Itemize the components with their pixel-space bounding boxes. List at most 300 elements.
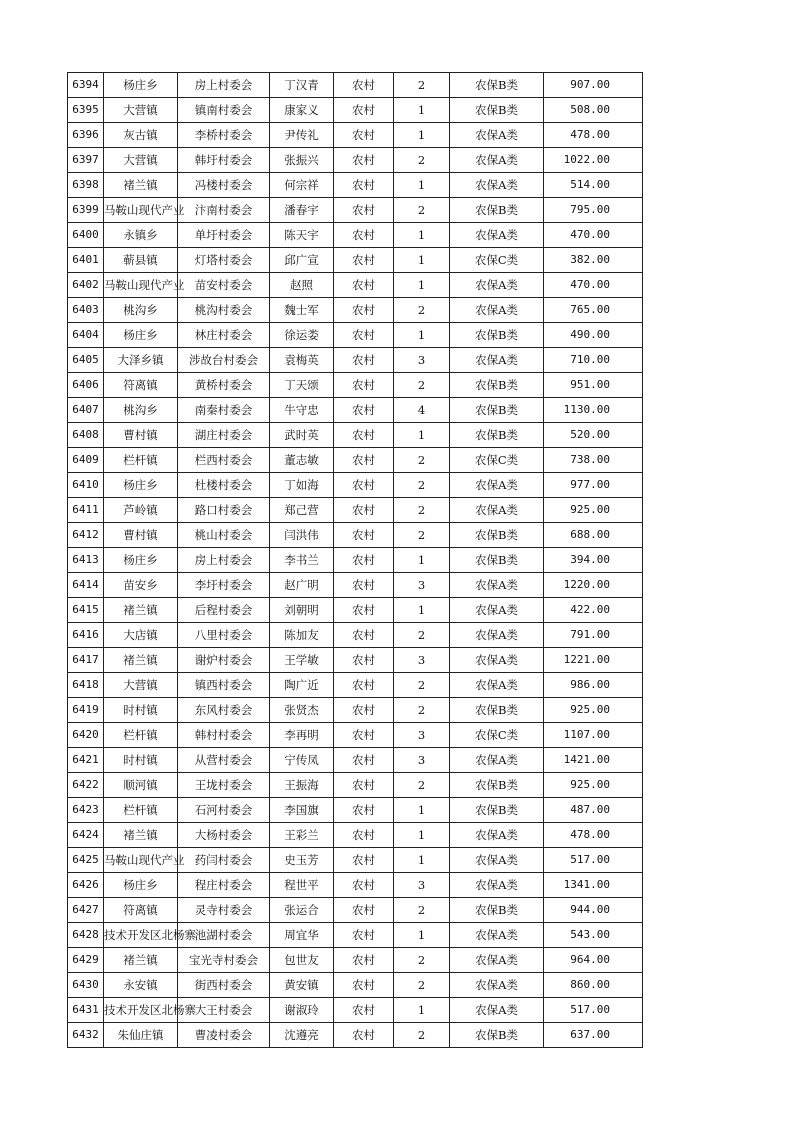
area-type-cell: 农村 xyxy=(334,998,394,1023)
household-count-cell: 3 xyxy=(394,873,450,898)
amount-cell: 951.00 xyxy=(544,373,643,398)
row-number-cell: 6410 xyxy=(68,473,104,498)
village-committee-cell: 黄桥村委会 xyxy=(178,373,270,398)
village-committee-cell: 李圩村委会 xyxy=(178,573,270,598)
amount-cell: 422.00 xyxy=(544,598,643,623)
household-count-cell: 1 xyxy=(394,923,450,948)
person-name-cell: 黄安镇 xyxy=(270,973,334,998)
amount-cell: 1341.00 xyxy=(544,873,643,898)
amount-cell: 520.00 xyxy=(544,423,643,448)
insurance-category-cell: 农保A类 xyxy=(450,498,544,523)
area-type-cell: 农村 xyxy=(334,973,394,998)
table-row xyxy=(68,473,643,498)
person-name-cell: 程世平 xyxy=(270,873,334,898)
records-table xyxy=(67,72,643,1048)
township-cell: 褚兰镇 xyxy=(104,823,178,848)
village-committee-cell: 程庄村委会 xyxy=(178,873,270,898)
table-row xyxy=(68,673,643,698)
table-row xyxy=(68,148,643,173)
insurance-category-cell: 农保A类 xyxy=(450,973,544,998)
village-committee-cell: 从营村委会 xyxy=(178,748,270,773)
insurance-category-cell: 农保A类 xyxy=(450,848,544,873)
row-number-cell: 6397 xyxy=(68,148,104,173)
village-committee-cell: 八里村委会 xyxy=(178,623,270,648)
township-cell: 蕲县镇 xyxy=(104,248,178,273)
village-committee-cell: 池湖村委会 xyxy=(178,923,270,948)
household-count-cell: 1 xyxy=(394,798,450,823)
insurance-category-cell: 农保A类 xyxy=(450,348,544,373)
table-row xyxy=(68,223,643,248)
table-row xyxy=(68,848,643,873)
row-number-cell: 6398 xyxy=(68,173,104,198)
township-cell: 褚兰镇 xyxy=(104,648,178,673)
row-number-cell: 6421 xyxy=(68,748,104,773)
village-committee-cell: 李桥村委会 xyxy=(178,123,270,148)
person-name-cell: 宁传凤 xyxy=(270,748,334,773)
village-committee-cell: 大杨村委会 xyxy=(178,823,270,848)
row-number-cell: 6409 xyxy=(68,448,104,473)
row-number-cell: 6428 xyxy=(68,923,104,948)
amount-cell: 517.00 xyxy=(544,848,643,873)
person-name-cell: 李国旗 xyxy=(270,798,334,823)
village-committee-cell: 韩圩村委会 xyxy=(178,148,270,173)
person-name-cell: 潘春宇 xyxy=(270,198,334,223)
person-name-cell: 张运合 xyxy=(270,898,334,923)
village-committee-cell: 镇南村委会 xyxy=(178,98,270,123)
person-name-cell: 武时英 xyxy=(270,423,334,448)
area-type-cell: 农村 xyxy=(334,223,394,248)
village-committee-cell: 灵寺村委会 xyxy=(178,898,270,923)
village-committee-cell: 路口村委会 xyxy=(178,498,270,523)
township-cell: 马鞍山现代产业 xyxy=(104,198,178,223)
township-cell: 曹村镇 xyxy=(104,523,178,548)
amount-cell: 394.00 xyxy=(544,548,643,573)
area-type-cell: 农村 xyxy=(334,148,394,173)
household-count-cell: 1 xyxy=(394,848,450,873)
township-cell: 大营镇 xyxy=(104,98,178,123)
table-row xyxy=(68,573,643,598)
table-row xyxy=(68,123,643,148)
area-type-cell: 农村 xyxy=(334,773,394,798)
insurance-category-cell: 农保A类 xyxy=(450,298,544,323)
area-type-cell: 农村 xyxy=(334,373,394,398)
table-row xyxy=(68,923,643,948)
amount-cell: 688.00 xyxy=(544,523,643,548)
household-count-cell: 1 xyxy=(394,423,450,448)
township-cell: 桃沟乡 xyxy=(104,298,178,323)
insurance-category-cell: 农保C类 xyxy=(450,723,544,748)
person-name-cell: 周宜华 xyxy=(270,923,334,948)
household-count-cell: 3 xyxy=(394,573,450,598)
row-number-cell: 6425 xyxy=(68,848,104,873)
amount-cell: 907.00 xyxy=(544,73,643,98)
insurance-category-cell: 农保A类 xyxy=(450,223,544,248)
household-count-cell: 2 xyxy=(394,698,450,723)
village-committee-cell: 栏西村委会 xyxy=(178,448,270,473)
row-number-cell: 6420 xyxy=(68,723,104,748)
area-type-cell: 农村 xyxy=(334,723,394,748)
area-type-cell: 农村 xyxy=(334,1023,394,1048)
table-row xyxy=(68,598,643,623)
person-name-cell: 张振兴 xyxy=(270,148,334,173)
insurance-category-cell: 农保A类 xyxy=(450,948,544,973)
insurance-category-cell: 农保A类 xyxy=(450,148,544,173)
row-number-cell: 6429 xyxy=(68,948,104,973)
township-cell: 时村镇 xyxy=(104,698,178,723)
amount-cell: 637.00 xyxy=(544,1023,643,1048)
row-number-cell: 6400 xyxy=(68,223,104,248)
township-cell: 桃沟乡 xyxy=(104,398,178,423)
household-count-cell: 1 xyxy=(394,548,450,573)
amount-cell: 738.00 xyxy=(544,448,643,473)
insurance-category-cell: 农保A类 xyxy=(450,998,544,1023)
township-cell: 符离镇 xyxy=(104,898,178,923)
village-committee-cell: 房上村委会 xyxy=(178,548,270,573)
amount-cell: 470.00 xyxy=(544,273,643,298)
area-type-cell: 农村 xyxy=(334,298,394,323)
household-count-cell: 1 xyxy=(394,248,450,273)
amount-cell: 1130.00 xyxy=(544,398,643,423)
person-name-cell: 牛守忠 xyxy=(270,398,334,423)
area-type-cell: 农村 xyxy=(334,423,394,448)
area-type-cell: 农村 xyxy=(334,748,394,773)
person-name-cell: 陈加友 xyxy=(270,623,334,648)
person-name-cell: 王振海 xyxy=(270,773,334,798)
person-name-cell: 尹传礼 xyxy=(270,123,334,148)
area-type-cell: 农村 xyxy=(334,348,394,373)
area-type-cell: 农村 xyxy=(334,623,394,648)
person-name-cell: 包世友 xyxy=(270,948,334,973)
table-row xyxy=(68,948,643,973)
row-number-cell: 6431 xyxy=(68,998,104,1023)
household-count-cell: 2 xyxy=(394,498,450,523)
insurance-category-cell: 农保B类 xyxy=(450,323,544,348)
household-count-cell: 2 xyxy=(394,198,450,223)
table-row xyxy=(68,973,643,998)
insurance-category-cell: 农保B类 xyxy=(450,798,544,823)
village-committee-cell: 王垅村委会 xyxy=(178,773,270,798)
village-committee-cell: 湖庄村委会 xyxy=(178,423,270,448)
township-cell: 大店镇 xyxy=(104,623,178,648)
township-cell: 杨庄乡 xyxy=(104,548,178,573)
household-count-cell: 3 xyxy=(394,748,450,773)
insurance-category-cell: 农保A类 xyxy=(450,823,544,848)
row-number-cell: 6426 xyxy=(68,873,104,898)
township-cell: 大营镇 xyxy=(104,673,178,698)
table-row xyxy=(68,198,643,223)
row-number-cell: 6422 xyxy=(68,773,104,798)
row-number-cell: 6405 xyxy=(68,348,104,373)
amount-cell: 860.00 xyxy=(544,973,643,998)
household-count-cell: 2 xyxy=(394,673,450,698)
amount-cell: 382.00 xyxy=(544,248,643,273)
row-number-cell: 6415 xyxy=(68,598,104,623)
township-cell: 杨庄乡 xyxy=(104,323,178,348)
table-row xyxy=(68,248,643,273)
insurance-category-cell: 农保A类 xyxy=(450,623,544,648)
person-name-cell: 丁汉青 xyxy=(270,73,334,98)
household-count-cell: 2 xyxy=(394,623,450,648)
village-committee-cell: 灯塔村委会 xyxy=(178,248,270,273)
insurance-category-cell: 农保B类 xyxy=(450,698,544,723)
table-body xyxy=(68,73,643,1048)
household-count-cell: 2 xyxy=(394,773,450,798)
person-name-cell: 王学敏 xyxy=(270,648,334,673)
village-committee-cell: 镇西村委会 xyxy=(178,673,270,698)
amount-cell: 765.00 xyxy=(544,298,643,323)
area-type-cell: 农村 xyxy=(334,548,394,573)
township-cell: 褚兰镇 xyxy=(104,173,178,198)
insurance-category-cell: 农保B类 xyxy=(450,73,544,98)
township-cell: 技术开发区北杨寨 xyxy=(104,998,178,1023)
area-type-cell: 农村 xyxy=(334,523,394,548)
household-count-cell: 1 xyxy=(394,823,450,848)
amount-cell: 925.00 xyxy=(544,773,643,798)
township-cell: 灰古镇 xyxy=(104,123,178,148)
household-count-cell: 1 xyxy=(394,273,450,298)
insurance-category-cell: 农保B类 xyxy=(450,398,544,423)
insurance-category-cell: 农保B类 xyxy=(450,198,544,223)
row-number-cell: 6419 xyxy=(68,698,104,723)
row-number-cell: 6423 xyxy=(68,798,104,823)
table-row xyxy=(68,423,643,448)
household-count-cell: 2 xyxy=(394,948,450,973)
person-name-cell: 李再明 xyxy=(270,723,334,748)
insurance-category-cell: 农保A类 xyxy=(450,923,544,948)
area-type-cell: 农村 xyxy=(334,198,394,223)
household-count-cell: 4 xyxy=(394,398,450,423)
village-committee-cell: 韩村村委会 xyxy=(178,723,270,748)
table-row xyxy=(68,173,643,198)
area-type-cell: 农村 xyxy=(334,948,394,973)
household-count-cell: 2 xyxy=(394,298,450,323)
village-committee-cell: 曹凌村委会 xyxy=(178,1023,270,1048)
township-cell: 褚兰镇 xyxy=(104,598,178,623)
amount-cell: 795.00 xyxy=(544,198,643,223)
insurance-category-cell: 农保B类 xyxy=(450,548,544,573)
amount-cell: 964.00 xyxy=(544,948,643,973)
township-cell: 褚兰镇 xyxy=(104,948,178,973)
amount-cell: 478.00 xyxy=(544,823,643,848)
township-cell: 芦岭镇 xyxy=(104,498,178,523)
village-committee-cell: 汴南村委会 xyxy=(178,198,270,223)
area-type-cell: 农村 xyxy=(334,98,394,123)
village-committee-cell: 后程村委会 xyxy=(178,598,270,623)
person-name-cell: 何宗祥 xyxy=(270,173,334,198)
person-name-cell: 丁如海 xyxy=(270,473,334,498)
amount-cell: 986.00 xyxy=(544,673,643,698)
household-count-cell: 2 xyxy=(394,1023,450,1048)
village-committee-cell: 谢炉村委会 xyxy=(178,648,270,673)
area-type-cell: 农村 xyxy=(334,123,394,148)
table-row xyxy=(68,698,643,723)
village-committee-cell: 房上村委会 xyxy=(178,73,270,98)
household-count-cell: 3 xyxy=(394,348,450,373)
amount-cell: 1220.00 xyxy=(544,573,643,598)
insurance-category-cell: 农保A类 xyxy=(450,173,544,198)
row-number-cell: 6418 xyxy=(68,673,104,698)
person-name-cell: 赵照 xyxy=(270,273,334,298)
insurance-category-cell: 农保B类 xyxy=(450,373,544,398)
row-number-cell: 6412 xyxy=(68,523,104,548)
area-type-cell: 农村 xyxy=(334,573,394,598)
insurance-category-cell: 农保A类 xyxy=(450,273,544,298)
area-type-cell: 农村 xyxy=(334,273,394,298)
area-type-cell: 农村 xyxy=(334,898,394,923)
table-row xyxy=(68,548,643,573)
township-cell: 大营镇 xyxy=(104,148,178,173)
insurance-category-cell: 农保A类 xyxy=(450,123,544,148)
household-count-cell: 2 xyxy=(394,473,450,498)
row-number-cell: 6402 xyxy=(68,273,104,298)
person-name-cell: 郑己营 xyxy=(270,498,334,523)
row-number-cell: 6408 xyxy=(68,423,104,448)
person-name-cell: 陶广近 xyxy=(270,673,334,698)
person-name-cell: 董志敏 xyxy=(270,448,334,473)
table-row xyxy=(68,623,643,648)
person-name-cell: 赵广明 xyxy=(270,573,334,598)
township-cell: 杨庄乡 xyxy=(104,73,178,98)
row-number-cell: 6407 xyxy=(68,398,104,423)
area-type-cell: 农村 xyxy=(334,323,394,348)
table-row xyxy=(68,448,643,473)
table-row xyxy=(68,873,643,898)
household-count-cell: 2 xyxy=(394,973,450,998)
area-type-cell: 农村 xyxy=(334,873,394,898)
township-cell: 永镇乡 xyxy=(104,223,178,248)
data-sheet xyxy=(67,72,642,1048)
insurance-category-cell: 农保A类 xyxy=(450,598,544,623)
township-cell: 朱仙庄镇 xyxy=(104,1023,178,1048)
household-count-cell: 1 xyxy=(394,598,450,623)
amount-cell: 944.00 xyxy=(544,898,643,923)
township-cell: 马鞍山现代产业 xyxy=(104,848,178,873)
person-name-cell: 魏士军 xyxy=(270,298,334,323)
amount-cell: 487.00 xyxy=(544,798,643,823)
amount-cell: 508.00 xyxy=(544,98,643,123)
township-cell: 杨庄乡 xyxy=(104,473,178,498)
village-committee-cell: 苗安村委会 xyxy=(178,273,270,298)
insurance-category-cell: 农保B类 xyxy=(450,898,544,923)
amount-cell: 925.00 xyxy=(544,498,643,523)
amount-cell: 791.00 xyxy=(544,623,643,648)
village-committee-cell: 冯楼村委会 xyxy=(178,173,270,198)
village-committee-cell: 石河村委会 xyxy=(178,798,270,823)
insurance-category-cell: 农保A类 xyxy=(450,473,544,498)
person-name-cell: 陈天宇 xyxy=(270,223,334,248)
amount-cell: 1107.00 xyxy=(544,723,643,748)
area-type-cell: 农村 xyxy=(334,923,394,948)
person-name-cell: 刘朝明 xyxy=(270,598,334,623)
village-committee-cell: 街西村委会 xyxy=(178,973,270,998)
person-name-cell: 沈遵亮 xyxy=(270,1023,334,1048)
township-cell: 技术开发区北杨寨 xyxy=(104,923,178,948)
amount-cell: 514.00 xyxy=(544,173,643,198)
person-name-cell: 王彩兰 xyxy=(270,823,334,848)
table-row xyxy=(68,298,643,323)
row-number-cell: 6432 xyxy=(68,1023,104,1048)
person-name-cell: 袁梅英 xyxy=(270,348,334,373)
insurance-category-cell: 农保B类 xyxy=(450,423,544,448)
area-type-cell: 农村 xyxy=(334,698,394,723)
village-committee-cell: 林庄村委会 xyxy=(178,323,270,348)
insurance-category-cell: 农保C类 xyxy=(450,448,544,473)
area-type-cell: 农村 xyxy=(334,798,394,823)
row-number-cell: 6430 xyxy=(68,973,104,998)
table-row xyxy=(68,323,643,348)
table-row xyxy=(68,373,643,398)
person-name-cell: 史玉芳 xyxy=(270,848,334,873)
household-count-cell: 2 xyxy=(394,523,450,548)
row-number-cell: 6417 xyxy=(68,648,104,673)
row-number-cell: 6403 xyxy=(68,298,104,323)
township-cell: 顺河镇 xyxy=(104,773,178,798)
amount-cell: 470.00 xyxy=(544,223,643,248)
area-type-cell: 农村 xyxy=(334,823,394,848)
amount-cell: 490.00 xyxy=(544,323,643,348)
person-name-cell: 闫洪伟 xyxy=(270,523,334,548)
table-row xyxy=(68,773,643,798)
row-number-cell: 6394 xyxy=(68,73,104,98)
household-count-cell: 1 xyxy=(394,998,450,1023)
household-count-cell: 1 xyxy=(394,98,450,123)
village-committee-cell: 大王村委会 xyxy=(178,998,270,1023)
household-count-cell: 1 xyxy=(394,323,450,348)
insurance-category-cell: 农保A类 xyxy=(450,873,544,898)
area-type-cell: 农村 xyxy=(334,248,394,273)
insurance-category-cell: 农保A类 xyxy=(450,673,544,698)
area-type-cell: 农村 xyxy=(334,648,394,673)
township-cell: 永安镇 xyxy=(104,973,178,998)
household-count-cell: 2 xyxy=(394,73,450,98)
amount-cell: 478.00 xyxy=(544,123,643,148)
township-cell: 苗安乡 xyxy=(104,573,178,598)
table-row xyxy=(68,648,643,673)
amount-cell: 977.00 xyxy=(544,473,643,498)
household-count-cell: 3 xyxy=(394,648,450,673)
amount-cell: 710.00 xyxy=(544,348,643,373)
table-row xyxy=(68,1023,643,1048)
amount-cell: 1022.00 xyxy=(544,148,643,173)
insurance-category-cell: 农保A类 xyxy=(450,748,544,773)
insurance-category-cell: 农保B类 xyxy=(450,773,544,798)
household-count-cell: 2 xyxy=(394,373,450,398)
insurance-category-cell: 农保B类 xyxy=(450,98,544,123)
amount-cell: 517.00 xyxy=(544,998,643,1023)
table-row xyxy=(68,73,643,98)
table-row xyxy=(68,823,643,848)
person-name-cell: 丁天颂 xyxy=(270,373,334,398)
amount-cell: 925.00 xyxy=(544,698,643,723)
person-name-cell: 徐运娄 xyxy=(270,323,334,348)
table-row xyxy=(68,273,643,298)
person-name-cell: 李书兰 xyxy=(270,548,334,573)
table-row xyxy=(68,98,643,123)
insurance-category-cell: 农保A类 xyxy=(450,573,544,598)
person-name-cell: 康家义 xyxy=(270,98,334,123)
person-name-cell: 张贤杰 xyxy=(270,698,334,723)
row-number-cell: 6414 xyxy=(68,573,104,598)
insurance-category-cell: 农保C类 xyxy=(450,248,544,273)
table-row xyxy=(68,998,643,1023)
table-row xyxy=(68,348,643,373)
amount-cell: 1421.00 xyxy=(544,748,643,773)
household-count-cell: 1 xyxy=(394,173,450,198)
table-row xyxy=(68,748,643,773)
village-committee-cell: 药闫村委会 xyxy=(178,848,270,873)
area-type-cell: 农村 xyxy=(334,73,394,98)
area-type-cell: 农村 xyxy=(334,598,394,623)
